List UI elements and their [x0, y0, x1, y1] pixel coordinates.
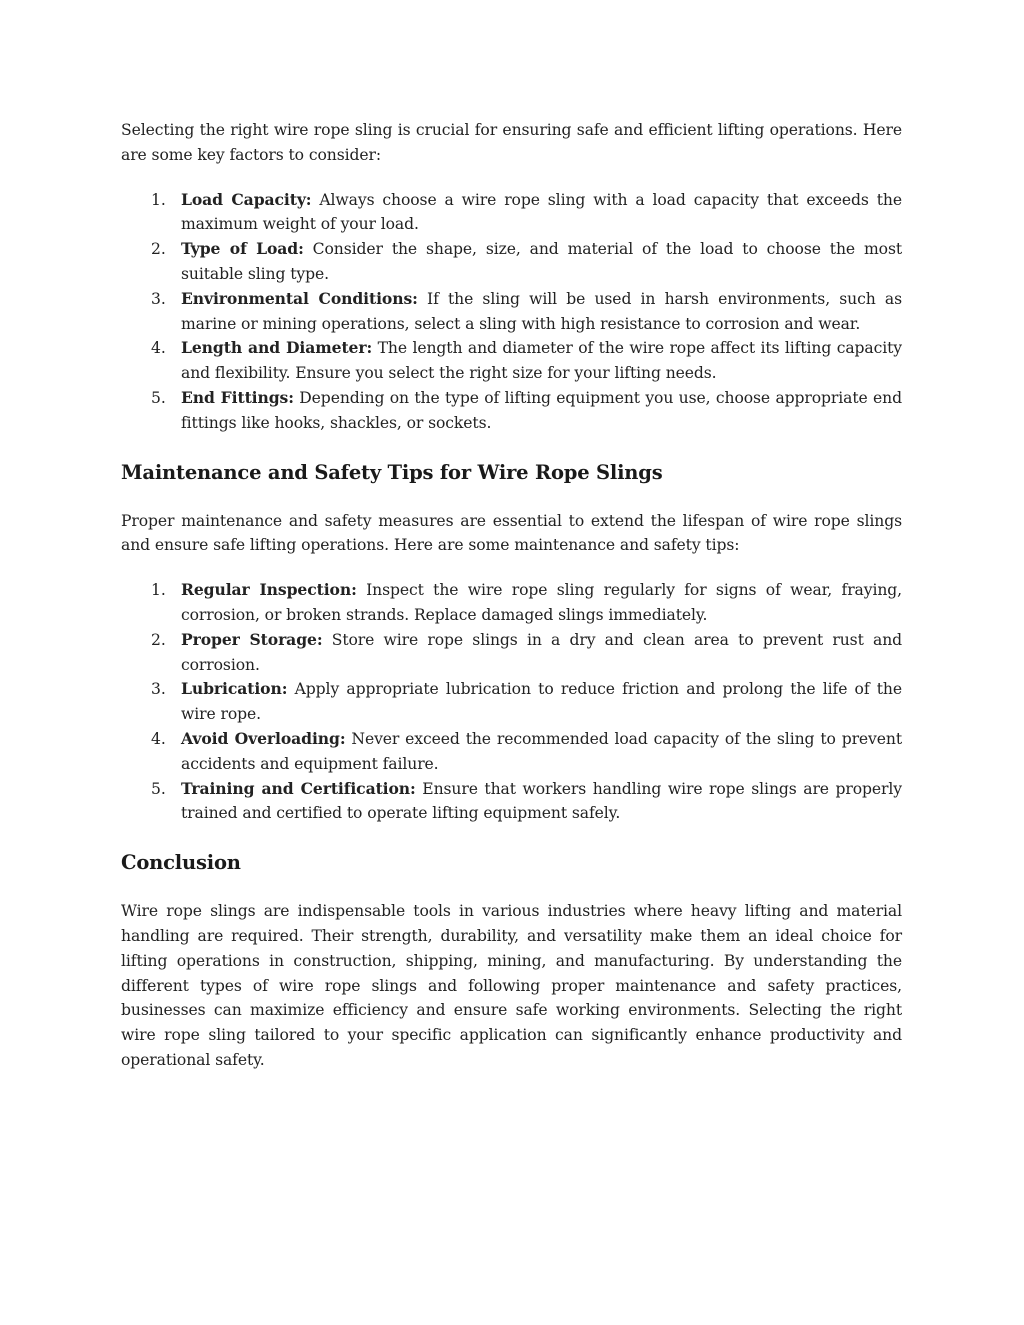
list-description: Depending on the type of lifting equipment you use, choose appropriate end fittings like hooks, shackles, or sockets. [181, 388, 903, 432]
list-term: Length and Diameter: [181, 338, 373, 358]
intro-paragraph: Selecting the right wire rope sling is crucial for ensuring safe and efficient lifting operations. Here are some key factors to consider: [121, 121, 902, 164]
list-item [121, 336, 902, 386]
list-description: If the sling will be used in harsh environments, such as marine or mining operations, select a sling with high resistance to corrosion and wear. [181, 289, 902, 333]
list-description: The length and diameter of the wire rope affect its lifting capacity and flexibility. Ensure you select the right size for your lifting needs. [181, 339, 903, 383]
maintenance-intro-paragraph: Proper maintenance and safety measures are essential to extend the lifespan of wire rope slings and ensure safe lifting operations. Here are some maintenance and safety tips: [121, 511, 902, 555]
list-description: Apply appropriate lubrication to reduce friction and prolong the life of the wire rope. [181, 680, 902, 724]
document-page [121, 118, 902, 1073]
list-description: Inspect the wire rope sling regularly for signs of wear, fraying, corrosion, or broken strands. Replace damaged slings immediately. [181, 581, 903, 624]
list-item [121, 188, 902, 238]
maintenance-list [121, 578, 902, 826]
list-term: Training and Certification: [181, 778, 416, 798]
list-item [121, 677, 902, 727]
list-number: 1. [151, 581, 166, 600]
list-description: Never exceed the recommended load capacity of the sling to prevent accidents and equipment failure. [181, 729, 903, 773]
list-description: Always choose a wire rope sling with a load capacity that exceeds the maximum weight of your load. [181, 190, 902, 234]
list-item [121, 777, 902, 827]
list-number: 1. [151, 190, 166, 209]
list-term: Avoid Overloading: [181, 728, 346, 748]
list-number: 2. [151, 240, 166, 259]
list-term: Proper Storage: [181, 629, 323, 649]
list-term: End Fittings: [181, 387, 294, 407]
list-term: Type of Load: [181, 239, 304, 259]
list-item [121, 386, 902, 436]
list-term: Regular Inspection: [181, 580, 357, 600]
list-number: 5. [151, 779, 166, 798]
list-item [121, 237, 902, 287]
conclusion-paragraph: Wire rope slings are indispensable tools in various industries where heavy lifting and material handling are required. Their strength, durability, and versatility make them an ideal choice for lifting operations in construction, shipping, mining, and manufacturing. By understanding the different types of wire rope slings and following proper maintenance and safety practices, businesses can maximize efficiency and ensure safe working environments. Selecting the right wire rope sling tailored to your specific application can significantly enhance productivity and operational safety. [121, 902, 902, 1069]
list-item [121, 287, 902, 337]
conclusion-heading: Conclusion [121, 851, 241, 875]
list-description: Ensure that workers handling wire rope slings are properly trained and certified to operate lifting equipment safely. [181, 779, 903, 823]
list-number: 3. [151, 680, 166, 699]
list-term: Load Capacity: [181, 189, 312, 209]
list-term: Lubrication: [181, 679, 288, 699]
list-number: 4. [151, 729, 166, 748]
list-term: Environmental Conditions: [181, 288, 418, 308]
factors-list [121, 188, 902, 436]
list-item [121, 628, 902, 678]
maintenance-heading: Maintenance and Safety Tips for Wire Rope Slings [121, 460, 663, 484]
list-number: 4. [151, 339, 166, 358]
list-item [121, 727, 902, 777]
list-number: 2. [151, 630, 166, 649]
list-item [121, 578, 902, 628]
list-number: 3. [151, 289, 166, 308]
list-description: Consider the shape, size, and material of the load to choose the most suitable sling type. [181, 240, 903, 283]
list-description: Store wire rope slings in a dry and clean area to prevent rust and corrosion. [181, 630, 903, 674]
list-number: 5. [151, 388, 166, 407]
